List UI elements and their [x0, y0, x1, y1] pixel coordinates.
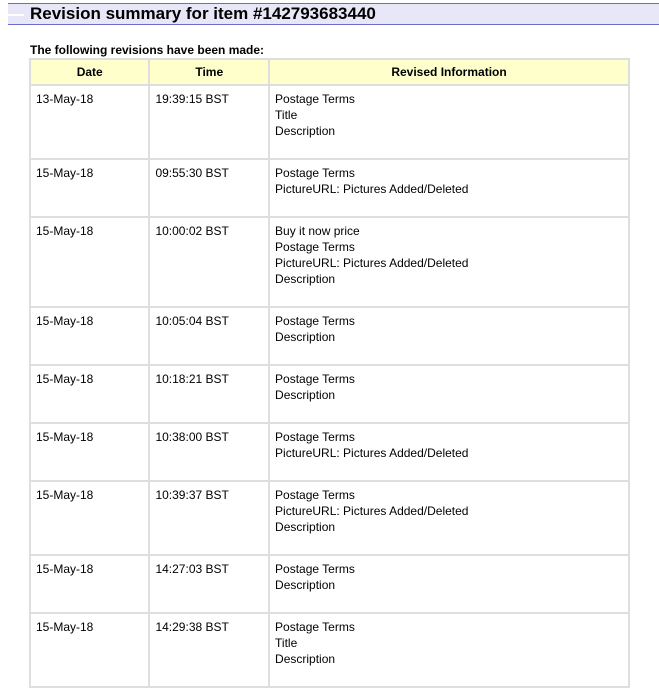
- revised-item: Description: [275, 520, 336, 534]
- cell-revised-information: [269, 159, 629, 217]
- cell-date: 15-May-18: [30, 217, 149, 307]
- cell-revised-information: [269, 423, 629, 481]
- header-revised-information: Revised Information: [269, 59, 629, 85]
- page-title: Revision summary for item #142793683440: [30, 4, 376, 23]
- revised-item: Postage Terms: [275, 166, 355, 180]
- cell-time: 10:05:04 BST: [149, 307, 269, 365]
- revised-item: Description: [275, 124, 336, 138]
- table-row: [30, 307, 629, 365]
- revised-item: Postage Terms: [275, 372, 355, 386]
- cell-date: 13-May-18: [30, 85, 149, 159]
- cell-revised-information: [269, 481, 629, 555]
- revised-item: Description: [275, 388, 336, 402]
- revised-item: Postage Terms: [275, 562, 355, 576]
- revised-item: Postage Terms: [275, 430, 355, 444]
- revised-item: PictureURL: Pictures Added/Deleted: [275, 182, 469, 196]
- cell-date: 15-May-18: [30, 365, 149, 423]
- revised-item: Postage Terms: [275, 92, 355, 106]
- revised-item: PictureURL: Pictures Added/Deleted: [275, 256, 469, 270]
- revised-item: PictureURL: Pictures Added/Deleted: [275, 504, 469, 518]
- table-header-row: [30, 59, 629, 85]
- table-row: [30, 555, 629, 613]
- table-row: [30, 159, 629, 217]
- title-accent-bar: [8, 14, 24, 16]
- revisions-table: [29, 58, 630, 688]
- header-date: Date: [30, 59, 149, 85]
- cell-date: 15-May-18: [30, 555, 149, 613]
- cell-date: 15-May-18: [30, 613, 149, 687]
- cell-revised-information: [269, 365, 629, 423]
- table-row: [30, 423, 629, 481]
- cell-time: 14:29:38 BST: [149, 613, 269, 687]
- cell-time: 14:27:03 BST: [149, 555, 269, 613]
- cell-time: 10:39:37 BST: [149, 481, 269, 555]
- cell-time: 10:38:00 BST: [149, 423, 269, 481]
- revised-item: Description: [275, 272, 336, 286]
- revised-item: Description: [275, 578, 336, 592]
- cell-date: 15-May-18: [30, 423, 149, 481]
- revised-item: Postage Terms: [275, 620, 355, 634]
- revised-item: Description: [275, 330, 336, 344]
- cell-date: 15-May-18: [30, 159, 149, 217]
- revised-item: Postage Terms: [275, 488, 355, 502]
- cell-revised-information: [269, 307, 629, 365]
- cell-revised-information: [269, 85, 629, 159]
- cell-date: 15-May-18: [30, 307, 149, 365]
- cell-date: 15-May-18: [30, 481, 149, 555]
- table-row: [30, 613, 629, 687]
- title-bar: [8, 3, 659, 25]
- revised-item: Description: [275, 652, 336, 666]
- revised-item: Title: [275, 636, 298, 650]
- revised-item: Title: [275, 108, 298, 122]
- cell-revised-information: [269, 555, 629, 613]
- table-row: [30, 365, 629, 423]
- intro-text: The following revisions have been made:: [30, 43, 265, 57]
- revised-item: Postage Terms: [275, 240, 355, 254]
- cell-revised-information: [269, 217, 629, 307]
- revised-item: Buy it now price: [275, 224, 360, 238]
- revised-item: PictureURL: Pictures Added/Deleted: [275, 446, 469, 460]
- revised-item: Postage Terms: [275, 314, 355, 328]
- table-body: [30, 85, 629, 687]
- table-row: [30, 481, 629, 555]
- cell-time: 10:18:21 BST: [149, 365, 269, 423]
- cell-time: 10:00:02 BST: [149, 217, 269, 307]
- table-row: [30, 217, 629, 307]
- cell-time: 09:55:30 BST: [149, 159, 269, 217]
- cell-time: 19:39:15 BST: [149, 85, 269, 159]
- table-row: [30, 85, 629, 159]
- cell-revised-information: [269, 613, 629, 687]
- header-time: Time: [149, 59, 269, 85]
